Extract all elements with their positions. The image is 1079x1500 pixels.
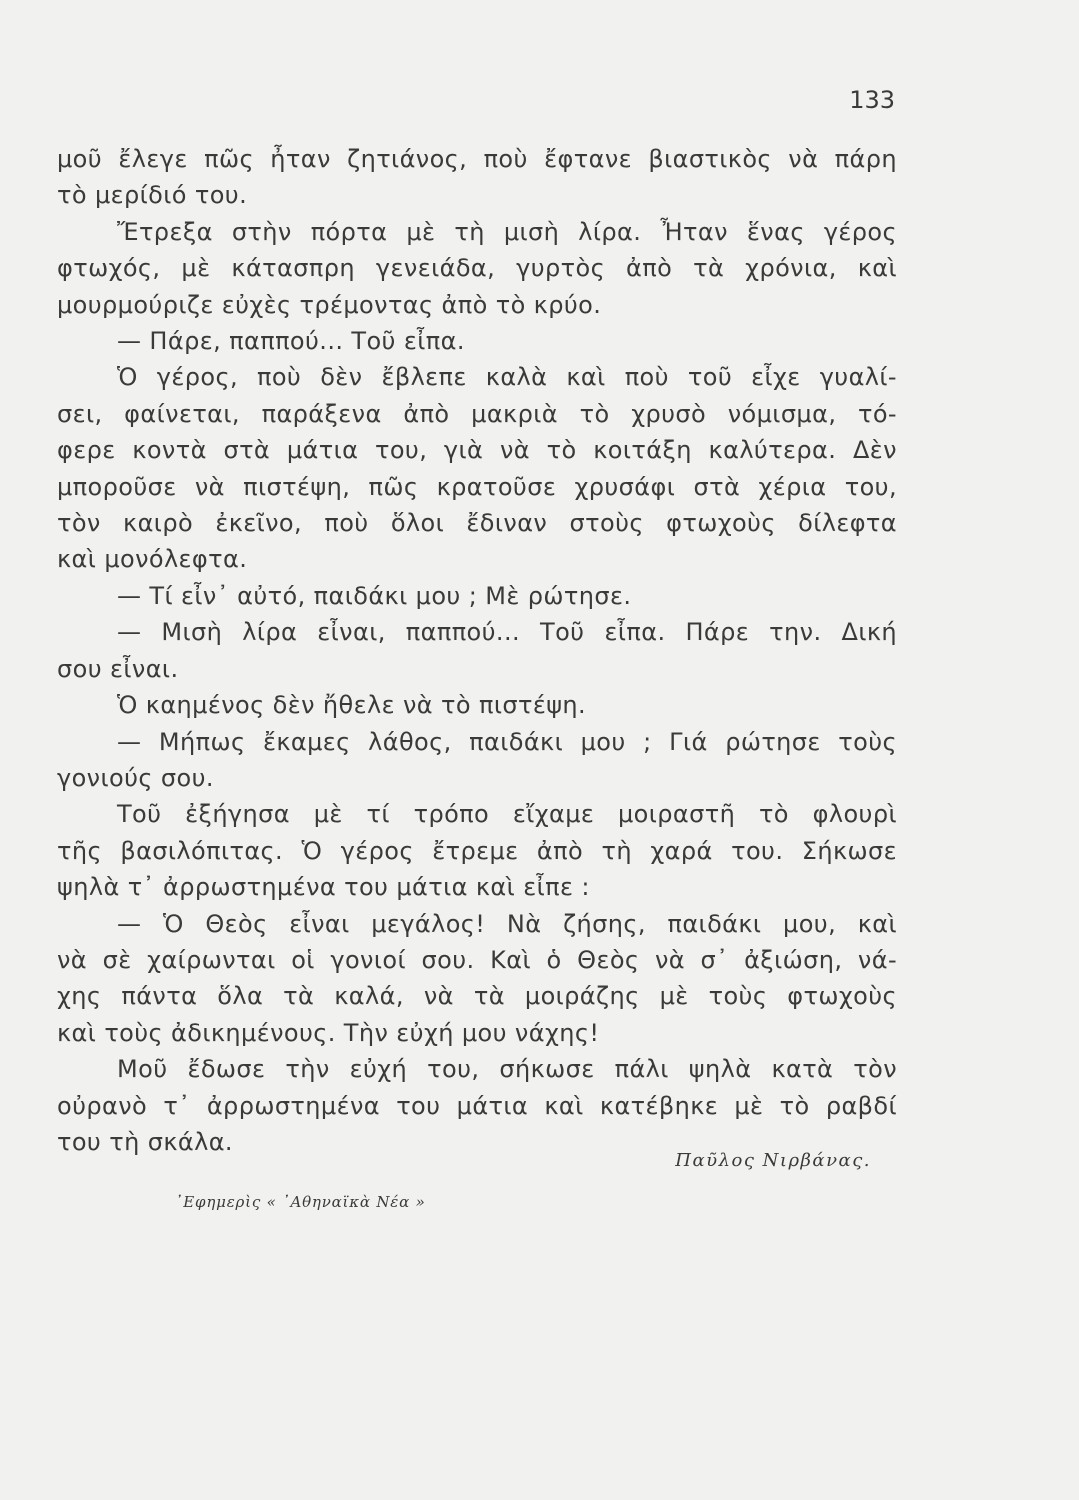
text-line: καὶ τοὺς ἀδικημένους. Τὴν εὐχή μου νάχης! xyxy=(57,1018,600,1047)
text-line: μποροῦσε νὰ πιστέψη, πῶς κρατοῦσε χρυσάφι στὰ χέρια του, xyxy=(57,472,897,501)
text-line: — Πάρε, παππού... Τοῦ εἶπα. xyxy=(117,327,465,356)
text-line: — Τί εἶν᾿ αὐτό, παιδάκι μου ; Μὲ ρώτησε. xyxy=(117,581,632,610)
author-signature: Παῦλος Νιρβάνας. xyxy=(675,1150,871,1171)
text-line: — Μήπως ἔκαμες λάθος, παιδάκι μου ; Γιά ρώτησε τοὺς xyxy=(117,727,897,756)
text-line: καὶ μονόλεφτα. xyxy=(57,545,248,574)
page-number: 133 xyxy=(849,86,895,114)
text-line: ψηλὰ τ᾿ ἀρρωστημένα του μάτια καὶ εἶπε : xyxy=(57,873,590,902)
text-line: του τὴ σκάλα. xyxy=(57,1127,233,1156)
text-line: χης πάντα ὅλα τὰ καλά, νὰ τὰ μοιράζης μὲ τοὺς φτωχοὺς xyxy=(57,982,897,1011)
text-line: φτωχός, μὲ κάτασπρη γενειάδα, γυρτὸς ἀπὸ τὰ χρόνια, καὶ xyxy=(57,254,897,283)
text-line: νὰ σὲ χαίρωνται οἱ γονιοί σου. Καὶ ὁ Θεὸς νὰ σ᾿ ἀξιώση, νά- xyxy=(57,945,897,974)
text-line: Ὁ καημένος δὲν ἤθελε νὰ τὸ πιστέψη. xyxy=(117,691,587,720)
source-citation: ᾿Εφημερὶς « ᾿Αθηναϊκὰ Νέα » xyxy=(175,1193,426,1211)
text-line: Τοῦ ἐξήγησα μὲ τί τρόπο εἴχαμε μοιραστῆ τὸ φλουρὶ xyxy=(117,800,897,829)
text-line: Ὁ γέρος, ποὺ δὲν ἔβλεπε καλὰ καὶ ποὺ τοῦ εἶχε γυαλί- xyxy=(117,363,897,392)
text-line: τὸ μερίδιό του. xyxy=(57,181,248,210)
text-line: σει, φαίνεται, παράξενα ἀπὸ μακριὰ τὸ χρυσὸ νόμισμα, τό- xyxy=(57,399,897,428)
text-line: μοῦ ἔλεγε πῶς ἦταν ζητιάνος, ποὺ ἔφτανε βιαστικὸς νὰ πάρη xyxy=(57,145,897,173)
text-line: — Ὁ Θεὸς εἶναι μεγάλος! Νὰ ζήσης, παιδάκι μου, καὶ xyxy=(117,909,897,938)
text-line: τὸν καιρὸ ἐκεῖνο, ποὺ ὅλοι ἔδιναν στοὺς φτωχοὺς δίλεφτα xyxy=(57,509,897,538)
text-line: σου εἶναι. xyxy=(57,654,179,683)
text-line: Μοῦ ἔδωσε τὴν εὐχή του, σήκωσε πάλι ψηλὰ κατὰ τὸν xyxy=(117,1055,897,1084)
text-line: φερε κοντὰ στὰ μάτια του, γιὰ νὰ τὸ κοιτάξη καλύτερα. Δὲν xyxy=(57,436,897,465)
text-line: μουρμούριζε εὐχὲς τρέμοντας ἀπὸ τὸ κρύο. xyxy=(57,290,602,319)
text-line: τῆς βασιλόπιτας. Ὁ γέρος ἔτρεμε ἀπὸ τὴ χαρά του. Σήκωσε xyxy=(57,836,897,865)
text-line: — Μισὴ λίρα εἶναι, παππού... Τοῦ εἶπα. Πάρε την. Δική xyxy=(117,618,897,647)
text-line: γονιούς σου. xyxy=(57,763,214,792)
text-line: Ἔτρεξα στὴν πόρτα μὲ τὴ μισὴ λίρα. Ἦταν ἕνας γέρος xyxy=(117,217,897,246)
text-line: οὐρανὸ τ᾿ ἀρρωστημένα του μάτια καὶ κατέβηκε μὲ τὸ ραβδί xyxy=(57,1091,897,1120)
body-text xyxy=(57,141,897,1160)
